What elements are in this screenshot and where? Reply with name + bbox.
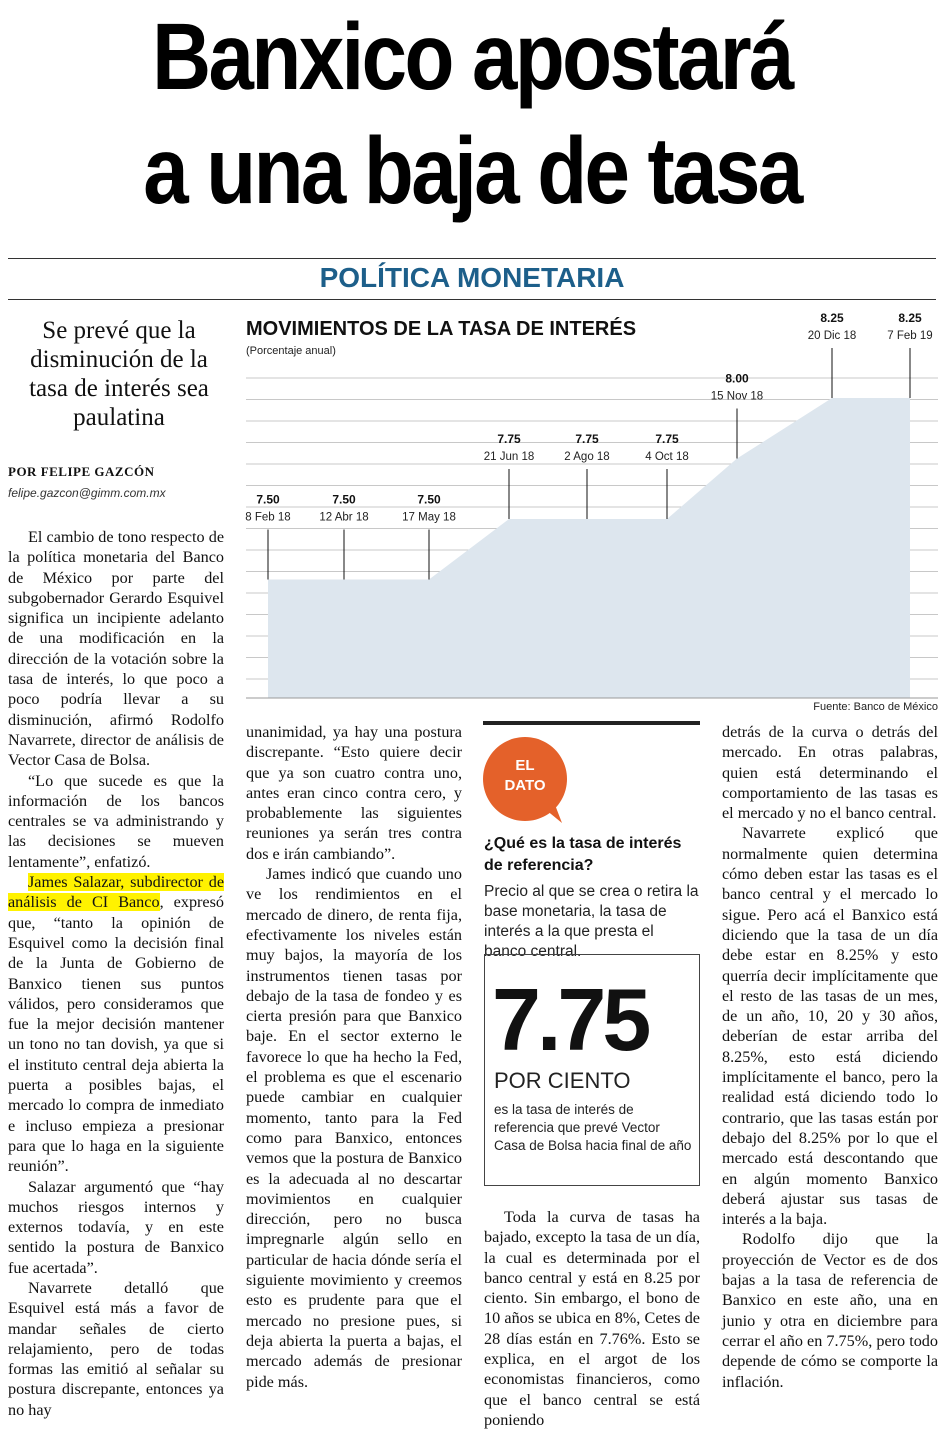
paragraph: Navarrete detalló que Esquivel está más a favor de mandar señales de cierto relajamiento, pero de todas formas las emitió al señalar su postura discrepante, entonces ya no hay: [8, 1278, 224, 1419]
chart-value-label: 7.75: [655, 432, 679, 446]
chart-date-label: 15 Nov 18: [710, 390, 764, 403]
paragraph: unanimidad, ya hay una postura discrepante. “Esto quiere decir que ya son cuatro contra uno, antes eran cinco contra cero, y probablemente las siguientes reuniones ya serán tres contra dos e irán cambiando”.: [246, 723, 462, 863]
chart-date-label: 8 Feb 18: [245, 511, 291, 524]
chart-subtitle: (Porcentaje anual): [246, 345, 336, 357]
chart-value-label: 8.00: [725, 371, 749, 386]
dato-badge-text: EL DATO: [504, 757, 546, 794]
byline: POR FELIPE GAZCÓN: [8, 464, 155, 479]
highlighted-text: James Salazar, subdirector de análisis de CI Banco: [8, 873, 224, 912]
paragraph: “Lo que sucede es que la información de los bancos centrales se va administrando y las decisiones se mueven lentamente”, enfatizó.: [8, 771, 224, 871]
stat-value: 7.75: [492, 970, 648, 1069]
chart-title: MOVIMIENTOS DE LA TASA DE INTERÉS: [246, 318, 637, 340]
stat-unit: POR CIENTO: [494, 1068, 631, 1093]
chart-value-label: 7.50: [332, 492, 356, 507]
author-email: felipe.gazcon@gimm.com.mx: [8, 486, 166, 500]
section-label: POLÍTICA MONETARIA: [319, 262, 625, 293]
chart-value-label: 7.50: [417, 492, 441, 507]
chart-value-label: 7.75: [575, 432, 599, 446]
paragraph-text: , expresó que, “tanto la opinión de Esquivel como la decisión final de la Junta de Gobierno de Banxico tienen sus puntos válidos, pero consideramos que fue la mejor decisión mantener un tono no tan dovish, ya que si el instituto central deja abierta la puerta a posibles bajas, el mercado lo compra de inmediato e incluso empieza a presionar para que lo haga en la siguiente reunión”.: [8, 893, 225, 1176]
dato-badge-label: [483, 756, 567, 796]
chart-date-label: 17 May 18: [402, 511, 456, 524]
paragraph: El cambio de tono respecto de la política monetaria del Banco de México por parte del subgobernador Gerardo Esquivel significa un incipiente adelanto de una modificación en la dirección de la votación sobre la tasa de interés, lo que poco a poco podría llevar a su disminución, afirmó Rodolfo Navarrete, director de análisis de Vector Casa de Bolsa.: [8, 528, 224, 770]
headline-line-2: a una baja de tasa: [143, 118, 801, 224]
paragraph: Salazar argumentó que “hay muchos riesgos internos y externos todavía, y en este sentido la postura de Banxico fue acertada”.: [8, 1177, 224, 1277]
article-column-4: [722, 722, 938, 1392]
chart-value-label: 7.50: [256, 492, 280, 507]
stat-description: es la tasa de interés de referencia que prevé Vector Casa de Bolsa hacia final de año: [494, 1102, 692, 1153]
chart-date-label: 2 Ago 18: [564, 451, 610, 463]
paragraph: Toda la curva de tasas ha bajado, excepto la tasa de un día, la cual es determinada por el banco central y está en 8.25 por ciento. Sin embargo, el bono de 10 años se ubica en 8%, Cetes de 28 días están en 7.76%. Esto se explica, en el argot de los economistas financieros, como que el banco central se está poniendo: [484, 1208, 700, 1429]
paragraph: Navarrete explicó que normalmente quien determina cómo deben estar las tasas es el banco central y el mercado lo sigue. Pero acá el Banxico está diciendo que la tasa de un día debe estar en 8.25% y esto querría decir implícitamente que el resto de las tasas de un mes, de un año, 10, 20 y 30 años, deberían de estar arriba del 8.25%, esto está diciendo implícitamente el banco, pero la realidad está diciendo todo lo contrario, que las tasas están por debajo del 8.25% por lo que el mercado está descontando que en algún momento Banxico deberá ajustar sus tasas de interés a la baja.: [722, 824, 938, 1229]
chart-date-label: 20 Dic 18: [807, 330, 857, 342]
article-column-3: [484, 1207, 700, 1430]
deck: Se prevé que la disminución de la tasa de interés sea paulatina: [29, 317, 209, 431]
headline-line-1: Banxico apostará: [152, 4, 792, 110]
paragraph: James indicó que cuando uno ve los rendimientos en el mercado de dinero, de renta fija, efectivamente los niveles están muy bajos, la mayoría de los instrumentos tienen tasas por debajo de la tasa de fondeo y es cierta presión para que Banxico baje. En el sector externo le favorece lo que ha hecho la Fed, el problema es que el escenario puede cambiar en cualquier momento, tanto para la Fed como para Banxico, entonces vemos que la postura de Banxico es la adecuada al no descartar movimientos en cualquier dirección, pero no busca impregnarle algún sello en particular de hacia dónde sería el siguiente movimiento y creemos esto es prudente para que el mercado no presione pues, si deja abierta la puerta a bajas, el mercado además de presionar pide más.: [246, 865, 462, 1391]
chart-value-label: 8.25: [820, 311, 844, 325]
paragraph: detrás de la curva o detrás del mercado. En otras palabras, quien está determinando el comportamiento de las tasas es el mercado y no el banco central.: [722, 723, 938, 823]
dato-answer: Precio al que se crea o retira la base monetaria, la tasa de interés a la que presta el banco central.: [484, 883, 699, 960]
chart-date-label: 4 Oct 18: [645, 451, 689, 463]
chart-source: Fuente: Banco de México: [813, 701, 938, 713]
chart-value-label: 8.25: [898, 311, 922, 325]
chart-date-label: 7 Feb 19: [887, 330, 933, 342]
paragraph: [8, 872, 224, 1176]
chart-value-label: 7.75: [497, 432, 521, 446]
chart-date-label: 21 Jun 18: [483, 451, 535, 463]
dato-question: ¿Qué es la tasa de interés de referencia?: [484, 835, 682, 874]
chart-date-label: 12 Abr 18: [319, 511, 369, 524]
paragraph: Rodolfo dijo que la proyección de Vector es de dos bajas a la tasa de referencia de Banxico en este año, una en junio y otra en diciembre para cerrar el año en 7.75%, pero todo depende de cómo se comporte la inflación.: [722, 1230, 938, 1391]
